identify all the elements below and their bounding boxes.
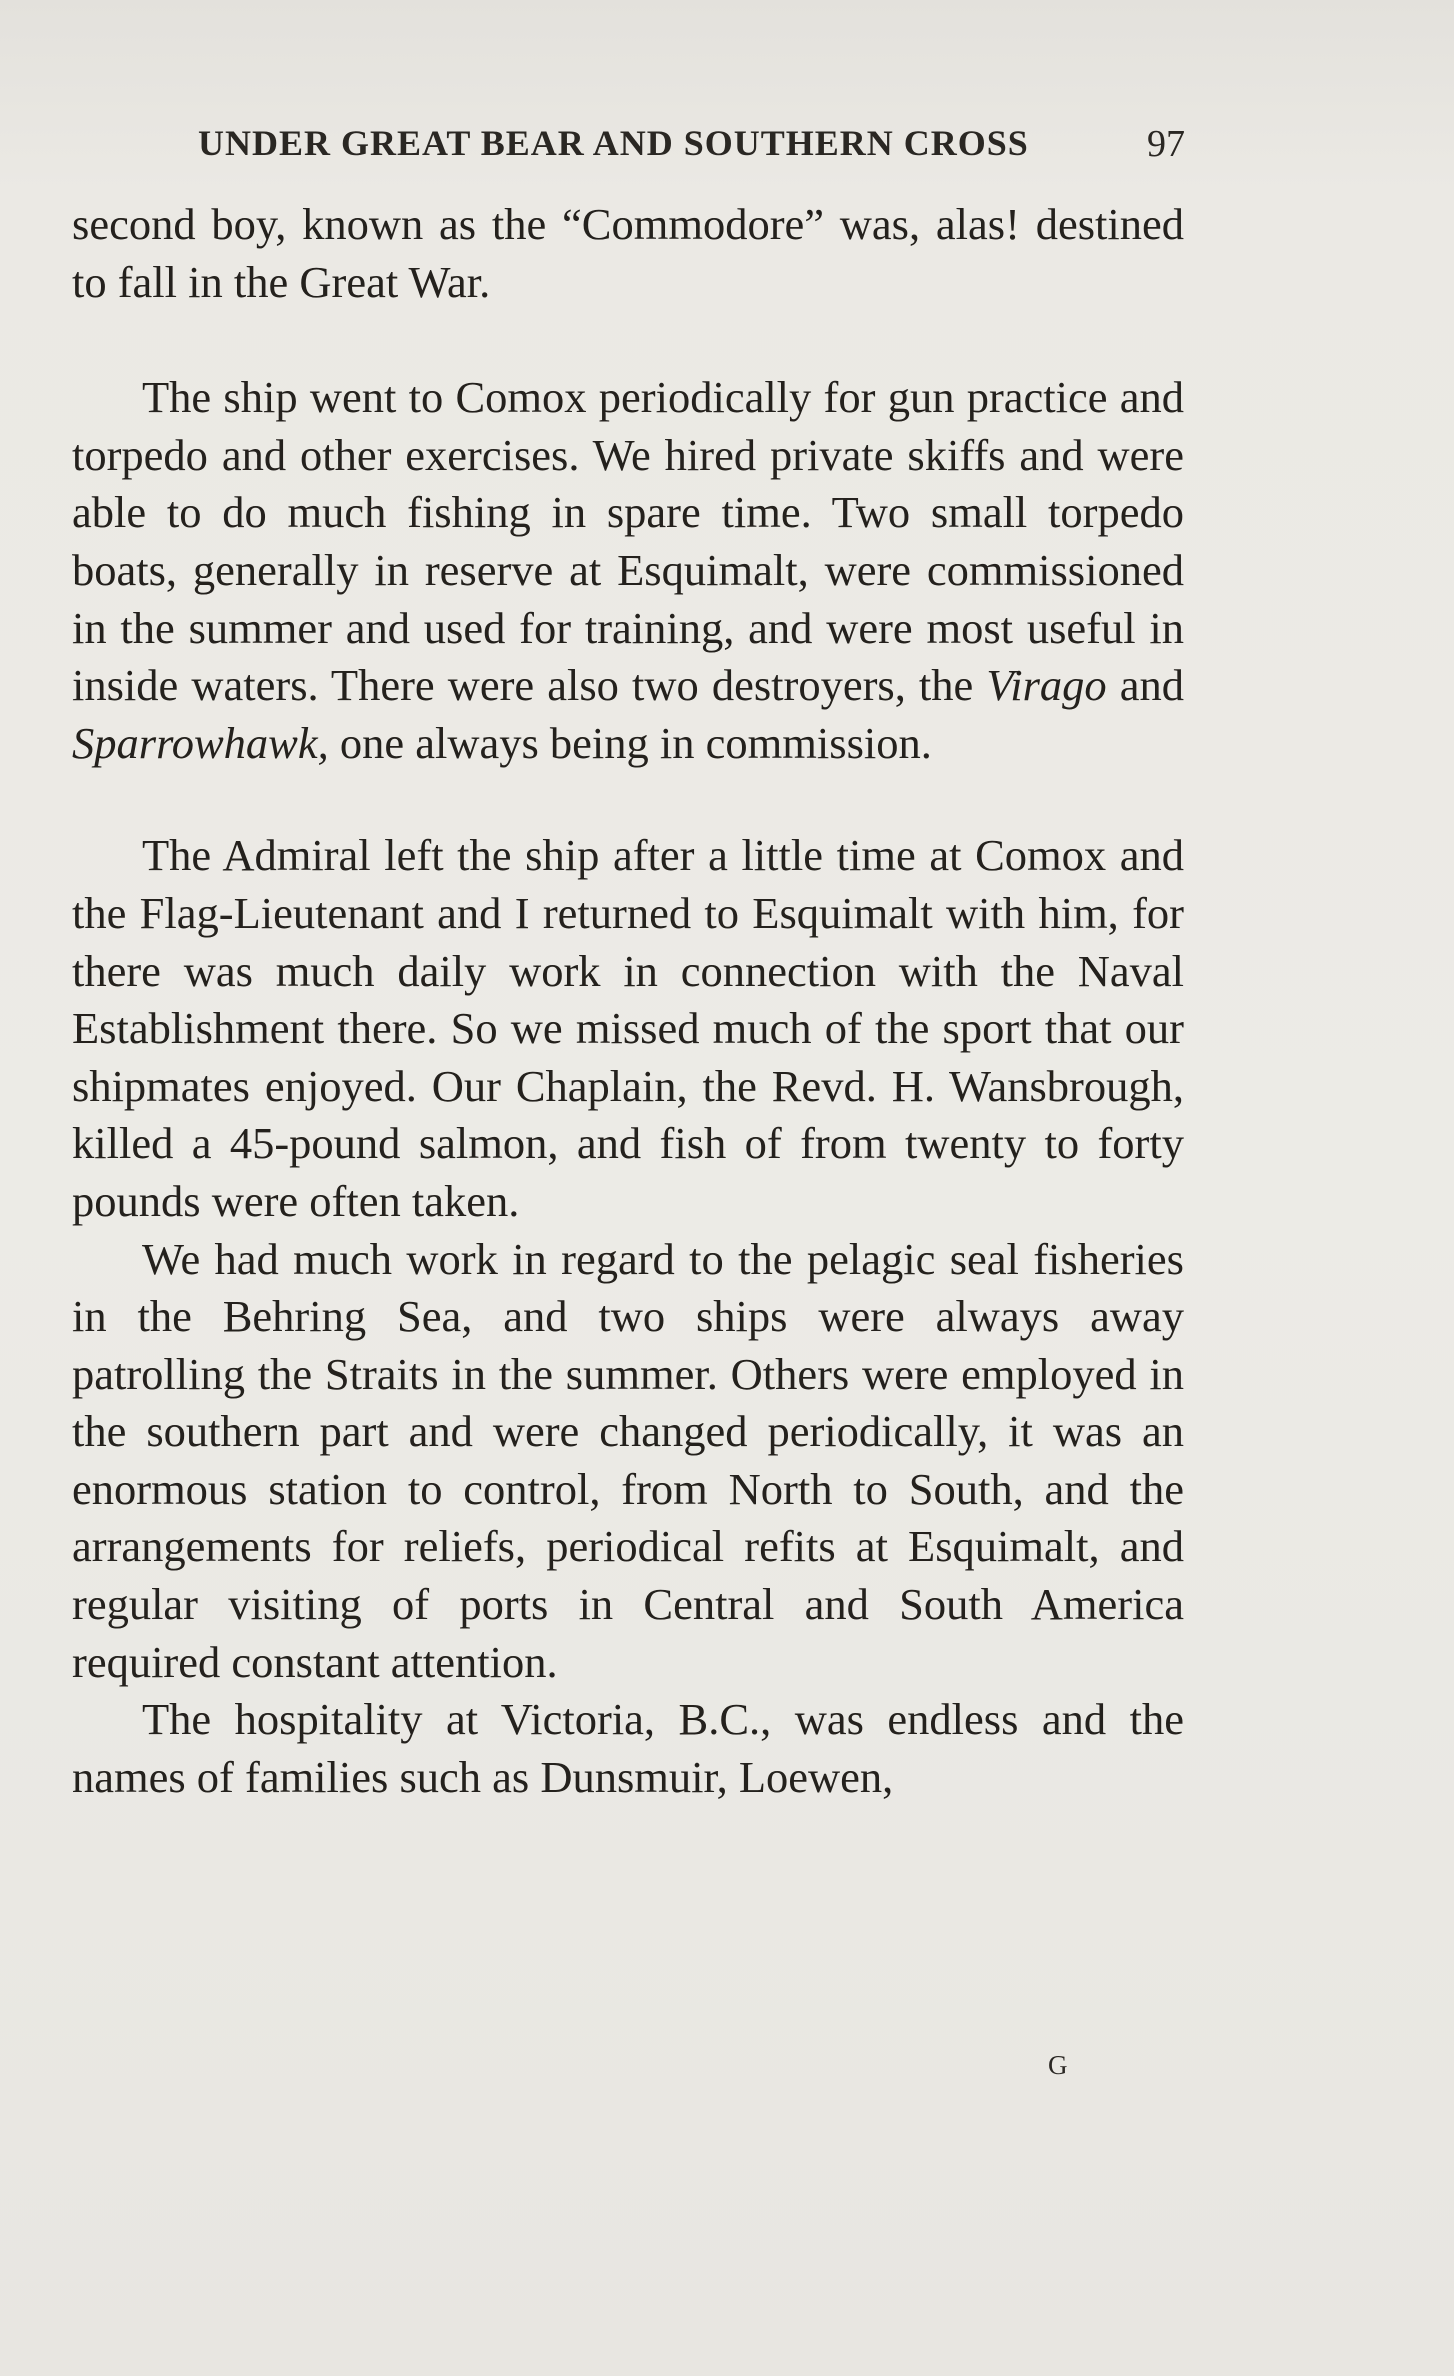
paragraph-hospitality: The hospitality at Victoria, B.C., was endless and the names of families such as Dunsmuir, Loewen, [72,1694,1184,1802]
paragraph-continued: second boy, known as the “Commodore” was, alas! destined to fall in the Great War. [72,199,1184,307]
ship-name-virago: Virago [986,660,1107,711]
paragraph-text: The ship went to Comox periodically for gun practice and torpedo and other exercises. We hired private skiffs and were able to do much fishing in spare time. Two small torpedo boats, generally in reserve at Esquimalt, were commissioned in the summer and used for training, and were most useful in inside waters. There were also two destroyers, the [72,372,1184,711]
running-title: UNDER GREAT BEAR AND SOUTHERN CROSS [198,123,1029,163]
page-number: 97 [1147,123,1185,165]
paragraph-text: one always being in commission. [328,717,932,768]
paragraph-admiral: The Admiral left the ship after a little time at Comox and the Flag-Lieutenant and I returned to Esquimalt with him, for there was much daily work in connection with the Naval Establishment there. So we missed much of the sport that our shipmates enjoyed. Our Chaplain, the Revd. H. Wansbrough, killed a 45-pound salmon, and fish of from twenty to forty pounds were often taken. [72,830,1184,1226]
signature-mark: G [1048,2050,1068,2080]
running-head [70,122,1185,172]
paragraph-comox-exercises [72,369,1184,772]
paragraph-text: and [1106,660,1184,711]
body-text [72,196,1184,1806]
paragraph-seal-fisheries: We had much work in regard to the pelagic seal fisheries in the Behring Sea, and two ships were always away patrolling the Straits in the summer. Others were employed in the southern part and were changed periodically, it was an enormous station to control, from North to South, and the arrangements for reliefs, periodical refits at Esquimalt, and regular visiting of ports in Central and South America required constant attention. [72,1233,1184,1687]
ship-name-sparrowhawk: Sparrowhawk, [72,717,329,768]
